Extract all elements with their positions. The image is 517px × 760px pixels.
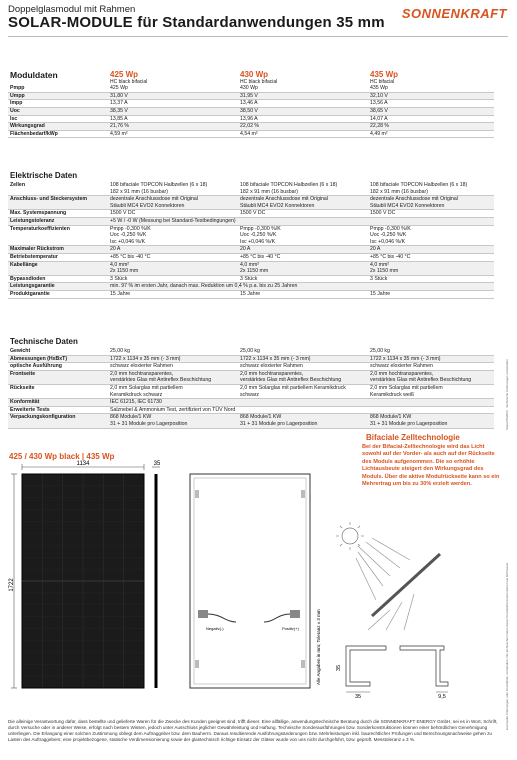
row-value: min. 97 % im ersten Jahr, danach max. Reduktion um 0,4 % p.a. bis zu 25 Jahren: [108, 283, 494, 291]
row-value: Pmpp -0,300 %/K Uoc -0,250 %/K Isc +0,046 %/K: [108, 225, 238, 246]
table-row: [8, 348, 494, 355]
row-label: Maximaler Rückstrom: [8, 246, 108, 254]
row-value: 868 Module/1 KW 31 + 31 Module pro Lagerposition: [238, 414, 368, 428]
document-title: SOLAR-MODULE für Standardanwendungen 35 mm: [8, 14, 385, 31]
row-label: Gewicht: [8, 348, 108, 355]
row-label: Verpackungskonfiguration: [8, 414, 108, 428]
row-value: 13,37 A: [108, 100, 238, 108]
row-value: 14,07 A: [368, 115, 494, 123]
row-value: 2,0 mm Solarglas mit partiellem Keramikdruck weiß: [368, 384, 494, 398]
row-value: 25,00 kg: [368, 348, 494, 355]
row-value: 868 Module/1 KW 31 + 31 Module pro Lagerposition: [368, 414, 494, 428]
row-value: 2,0 mm hochtransparentes, verstärktes Glas mit Antireflex Beschichtung: [238, 370, 368, 384]
row-value: 20 A: [368, 246, 494, 254]
row-value: IEC 61215, IEC 61730: [108, 399, 494, 407]
row-value: Salznebel & Ammonium Test, zertifiziert von TÜV Nord: [108, 406, 494, 414]
table-row: [8, 246, 494, 254]
row-value: 1722 x 1134 x 35 mm (- 3 mm): [368, 355, 494, 363]
frame-profile: [346, 646, 386, 686]
row-value: 2,0 mm hochtransparentes, verstärktes Glas mit Antireflex Beschichtung: [108, 370, 238, 384]
side-note-bottom: Eventuelle Änderungen oder Druckfehler vorbehalten. Die technischen Daten dieser Produktinformation dienen als Richtwerte.: [505, 562, 509, 730]
table-row: [8, 217, 494, 225]
bifacial-description: Bei der Bifacial-Zelltechnologie wird das Licht sowohl auf der Vorder- als auch auf der Rückseite des Moduls aufgenommen. Die so erhöhte Lichtausbeute steigert den Wirkungsgrad des Moduls. Über die aktive Modulrückseite kann so ein Mehrertrag um bis zu 30% erzielt werden.: [362, 444, 500, 488]
side-note-top: Stand 05/2024 · Technische Änderungen vorbehalten: [505, 359, 509, 430]
row-value: 108 bifaciale TOPCON Halbzellen (6 x 18) 182 x 91 mm (16 busbar): [108, 182, 238, 196]
row-value: 4,0 mm² 2x 1150 mm: [108, 261, 238, 275]
table-row: [8, 123, 494, 131]
row-value: 3 Stück: [108, 275, 238, 283]
row-value: schwarz eloxierter Rahmen: [238, 363, 368, 371]
model-power-row: [8, 72, 494, 79]
electrical-data-table: [8, 182, 494, 299]
technical-data-table: [8, 348, 494, 429]
row-label: Produktgarantie: [8, 290, 108, 298]
row-label: Konformität: [8, 399, 108, 407]
model-variant: HC bifacial: [370, 78, 395, 85]
model-variant: HC black bifacial: [240, 78, 278, 85]
table-row: [8, 261, 494, 275]
row-value: +85 °C bis -40 °C: [238, 253, 368, 261]
tolerance-note: Alle Angaben in mm; Toleranz ± 3 mm: [316, 609, 321, 685]
table-row: [8, 275, 494, 283]
document-subtitle: Doppelglasmodul mit Rahmen: [8, 4, 136, 15]
panel-front-view: [8, 460, 188, 695]
table-row: [8, 414, 494, 428]
row-value: 31,80 V: [108, 92, 238, 100]
row-value: dezentrale Anschlussdose mit Original Stäubli MC4 EVO2 Konnektoren: [368, 196, 494, 210]
row-label: Leistungsgarantie: [8, 283, 108, 291]
table-row: [8, 363, 494, 371]
header-divider: [8, 36, 508, 37]
section-moduldaten: Moduldaten: [10, 70, 58, 80]
row-label: Zellen: [8, 182, 108, 196]
brand-name: SONNENKRAFT: [401, 6, 507, 21]
table-row: [8, 210, 494, 218]
drawing-variant-label: 425 / 430 Wp black | 435 Wp: [9, 452, 115, 461]
row-value: 25,00 kg: [238, 348, 368, 355]
table-row: [8, 253, 494, 261]
frame-dimension: 35: [354, 694, 362, 700]
row-value: dezentrale Anschlussdose mit Original Stäubli MC4 EVO2 Konnektoren: [238, 196, 368, 210]
table-row: [8, 290, 494, 298]
row-label: Kabellänge: [8, 261, 108, 275]
row-value: 13,46 A: [238, 100, 368, 108]
row-value: 22,28 %: [368, 123, 494, 131]
table-row: [8, 115, 494, 123]
row-value: 1500 V DC: [368, 210, 494, 218]
row-value: 13,85 A: [108, 115, 238, 123]
row-value: schwarz eloxierter Rahmen: [368, 363, 494, 371]
row-label: Bypassdioden: [8, 275, 108, 283]
section-electrical-title: Elektrische Daten: [10, 171, 78, 180]
model-power: 435 Wp: [370, 70, 399, 79]
row-value: 2,0 mm Solarglas mit partiellem Keramikdruck schwarz: [238, 384, 368, 398]
panel-back-frame: [190, 474, 310, 688]
row-value: 430 Wp: [238, 85, 368, 92]
row-value: 1722 x 1134 x 35 mm (- 3 mm): [238, 355, 368, 363]
row-label: Frontseite: [8, 370, 108, 384]
row-value: schwarz eloxierter Rahmen: [108, 363, 238, 371]
model-power: 425 Wp: [110, 70, 139, 79]
row-value: 38,50 V: [238, 107, 368, 115]
row-label: Temperaturkoeffizienten: [8, 225, 108, 246]
bifacial-title: Bifaciale Zelltechnologie: [366, 433, 460, 442]
table-row: [8, 384, 494, 398]
row-value: 31,95 V: [238, 92, 368, 100]
row-label: Wirkungsgrad: [8, 123, 108, 131]
panel-back-view: [186, 460, 331, 695]
table-row: [8, 355, 494, 363]
row-label: Rückseite: [8, 384, 108, 398]
row-value: 1722 x 1134 x 35 mm (- 3 mm): [108, 355, 238, 363]
row-value: 15 Jahre: [108, 290, 238, 298]
row-value: 20 A: [108, 246, 238, 254]
row-value: 25,00 kg: [108, 348, 238, 355]
row-label: optische Ausführung: [8, 363, 108, 371]
width-dimension: 1134: [76, 461, 90, 467]
row-value: Pmpp -0,300 %/K Uoc -0,250 %/K Isc +0,046 %/K: [238, 225, 368, 246]
row-value: +85 °C bis -40 °C: [368, 253, 494, 261]
row-label: Pmpp: [8, 85, 108, 92]
row-value: +85 °C bis -40 °C: [108, 253, 238, 261]
model-variant: HC black bifacial: [110, 78, 148, 85]
brand-logo: [402, 6, 507, 21]
row-label: Anschluss- und Steckersystem: [8, 196, 108, 210]
row-value: 108 bifaciale TOPCON Halbzellen (6 x 18) 182 x 91 mm (16 busbar): [238, 182, 368, 196]
junction-box-icon: [290, 610, 300, 618]
table-row: [8, 225, 494, 246]
row-value: dezentrale Anschlussdose mit Original Stäubli MC4 EVO2 Konnektoren: [108, 196, 238, 210]
row-label: Max. Systemspannung: [8, 210, 108, 218]
row-value: 3 Stück: [368, 275, 494, 283]
row-value: 22,02 %: [238, 123, 368, 131]
row-value: 21,76 %: [108, 123, 238, 131]
section-technical-title: Technische Daten: [10, 337, 78, 346]
table-row: [8, 283, 494, 291]
row-value: 4,54 m²: [238, 130, 368, 138]
frame-dimension: 35: [336, 664, 342, 672]
legal-footer: Die alleinige Verantwortung dafür, dass bestellte und gelieferte Waren für die Zwecke des Kunden geeignet sind, trifft dieser. Eine allfällige, anwendungstechnische Beratung durch die SONNENKRAFT ENERGY GmbH, sei es in Wort, Schrift, durch Versuche oder in anderer Weise, erfolgt nach bestem Wissen, jedoch unter Ausschluss jeglicher Gewährleistung und Haftung. Technische Sonderausführungen bzw. Sonderkonstruktionen können einer behördlichen Genehmigung unterliegen. Die Erlangung einer solchen Zustimmung obliegt dem Auftraggeber bzw. dem Bauherrn. Daraus resultierende Ausführungsänderungen bzw. Mehrleistungen inkl. baurechtlicher Prüfungen und Berechnungsnachweise gehen zu Lasten des Auftraggebers; eine projektbezogene, statische Verdimensionierung sowie der glastechnisch richtige Einsatz der Gläser wurde von uns nicht durchgeführt, bzw. geprüft. Messtoleranz ± 3 %.: [8, 719, 498, 742]
row-label: Uoc: [8, 107, 108, 115]
row-value: 2,0 mm hochtransparentes, verstärktes Glas mit Antireflex Beschichtung: [368, 370, 494, 384]
table-row: [8, 130, 494, 138]
table-row: [8, 107, 494, 115]
row-value: Pmpp -0,300 %/K Uoc -0,250 %/K Isc +0,046 %/K: [368, 225, 494, 246]
table-row: [8, 85, 494, 92]
row-value: 1500 V DC: [108, 210, 238, 218]
frame-dimension: 9,5: [438, 694, 446, 700]
row-value: 4,59 m²: [108, 130, 238, 138]
row-value: 38,35 V: [108, 107, 238, 115]
frame-profile-section: [336, 640, 456, 700]
positive-connector-label: Positiv(+): [282, 626, 299, 631]
row-value: 4,0 mm² 2x 1150 mm: [238, 261, 368, 275]
junction-box-icon: [198, 610, 208, 618]
row-value: 20 A: [238, 246, 368, 254]
row-value: 38,65 V: [368, 107, 494, 115]
row-label: Abmessungen (HxBxT): [8, 355, 108, 363]
row-value: 32,10 V: [368, 92, 494, 100]
row-value: 13,96 A: [238, 115, 368, 123]
row-label: Leistungstoleranz: [8, 217, 108, 225]
table-row: [8, 399, 494, 407]
table-row: [8, 100, 494, 108]
table-row: [8, 406, 494, 414]
table-row: [8, 370, 494, 384]
row-label: Erweiterte Tests: [8, 406, 108, 414]
depth-dimension: 35: [153, 461, 161, 467]
row-value: 2,0 mm Solarglas mit partiellem Keramikdruck schwarz: [108, 384, 238, 398]
module-data-table: [8, 72, 494, 138]
row-value: 4,0 mm² 2x 1150 mm: [368, 261, 494, 275]
table-row: [8, 196, 494, 210]
table-row: [8, 182, 494, 196]
row-value: 3 Stück: [238, 275, 368, 283]
model-variant-row: [8, 79, 494, 86]
negative-connector-label: Negativ(-): [206, 626, 224, 631]
model-power: 430 Wp: [240, 70, 269, 79]
row-value: 1500 V DC: [238, 210, 368, 218]
row-value: 108 bifaciale TOPCON Halbzellen (6 x 18) 182 x 91 mm (16 busbar): [368, 182, 494, 196]
row-value: 868 Module/1 KW 31 + 31 Module pro Lagerposition: [108, 414, 238, 428]
table-row: [8, 92, 494, 100]
row-value: 4,49 m²: [368, 130, 494, 138]
frame-profile: [400, 646, 448, 686]
sun-icon: [336, 522, 364, 550]
row-value: 15 Jahre: [238, 290, 368, 298]
row-label: Isc: [8, 115, 108, 123]
height-dimension: 1722: [9, 578, 15, 592]
row-value: 435 Wp: [368, 85, 494, 92]
row-label: Flächenbedarf/kWp: [8, 130, 108, 138]
row-value: 425 Wp: [108, 85, 238, 92]
row-label: Impp: [8, 100, 108, 108]
bifacial-illustration: [328, 520, 463, 640]
row-value: 13,56 A: [368, 100, 494, 108]
row-label: Umpp: [8, 92, 108, 100]
row-value: 15 Jahre: [368, 290, 494, 298]
row-label: Betriebstemperatur: [8, 253, 108, 261]
row-value: +5 W / -0 W (Messung bei Standard-Testbedingungen): [108, 217, 494, 225]
